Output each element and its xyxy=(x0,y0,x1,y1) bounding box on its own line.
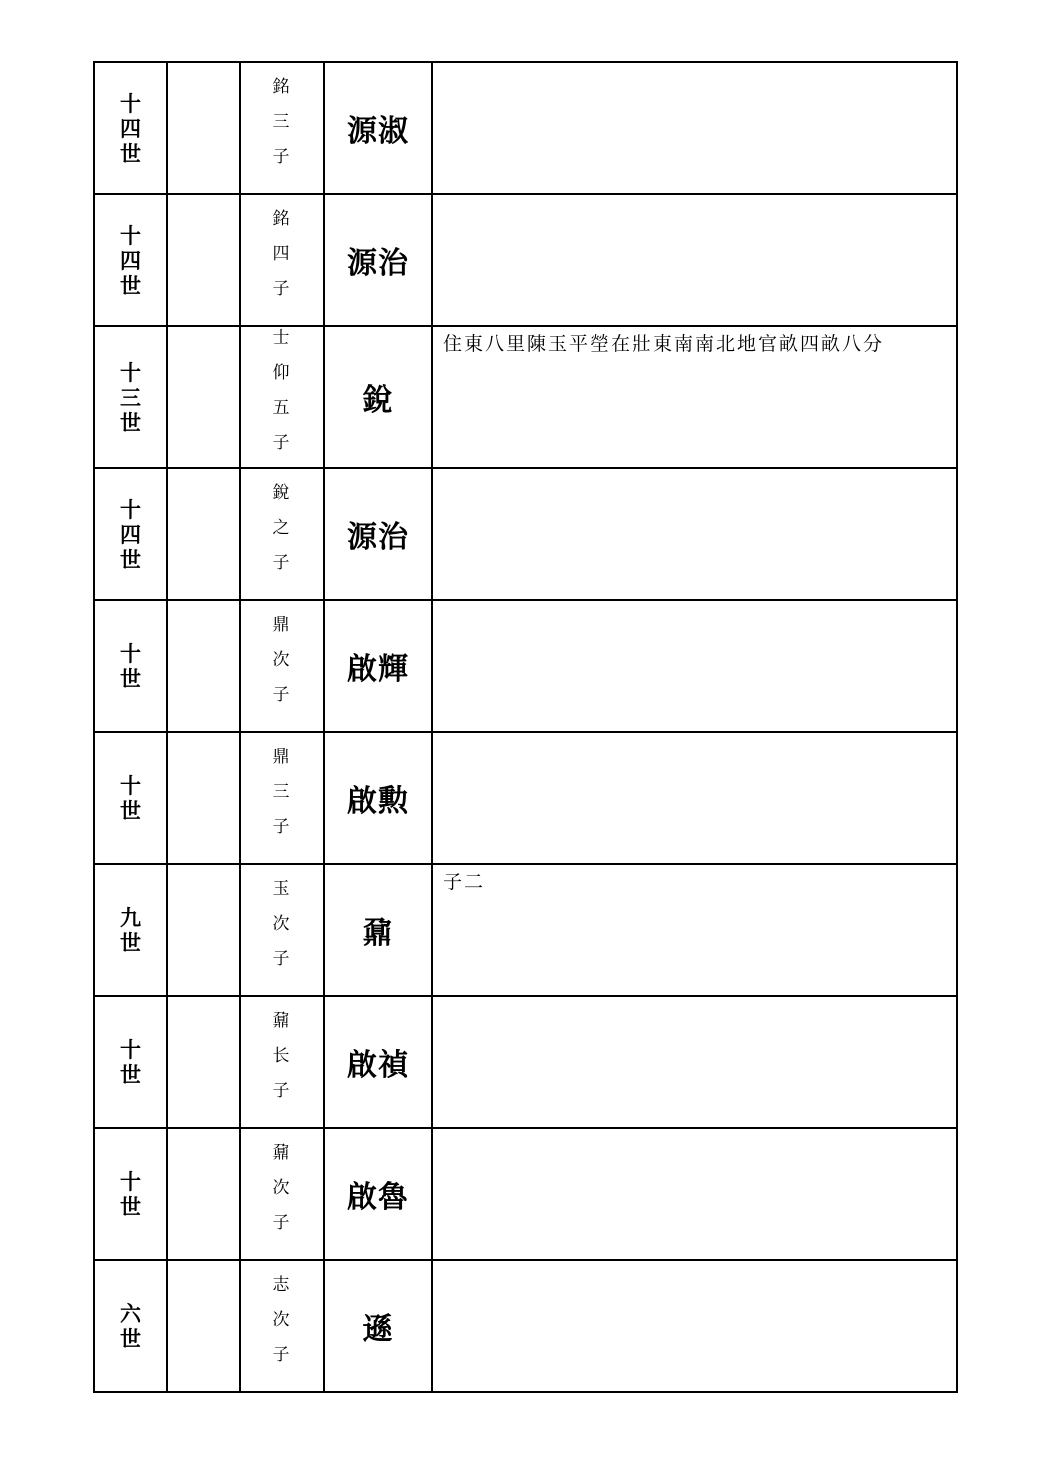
relation-line-2: 子 xyxy=(272,948,292,969)
generation-text: 十四世 xyxy=(119,222,141,298)
relation-line-2: 子 xyxy=(272,684,292,705)
generation-text: 十三世 xyxy=(119,359,141,435)
generation-cell xyxy=(94,326,167,468)
generation-text: 十四世 xyxy=(119,496,141,572)
generation-cell xyxy=(94,864,167,996)
table-row xyxy=(94,194,957,326)
person-name: 啟魯 xyxy=(347,1180,409,1215)
person-name: 源治 xyxy=(347,520,409,555)
table-row xyxy=(94,996,957,1128)
relation-line-1: 鼎三 xyxy=(272,746,292,802)
relation-cell xyxy=(240,194,324,326)
table-row xyxy=(94,1128,957,1260)
generation-text: 六世 xyxy=(119,1301,141,1351)
name-cell xyxy=(324,468,432,600)
blank-cell xyxy=(167,194,240,326)
relation-line-1: 鼐长 xyxy=(272,1010,292,1066)
note-cell xyxy=(432,1260,957,1392)
person-name: 鼐 xyxy=(362,916,394,951)
relation-line-1: 銳之 xyxy=(272,482,292,538)
generation-text: 九世 xyxy=(119,905,141,955)
generation-cell xyxy=(94,194,167,326)
generation-text: 十世 xyxy=(119,773,141,823)
note-cell xyxy=(432,194,957,326)
relation-cell xyxy=(240,468,324,600)
table-row xyxy=(94,62,957,194)
name-cell xyxy=(324,326,432,468)
relation-cell xyxy=(240,1260,324,1392)
relation-line-2: 子 xyxy=(272,552,292,573)
note-cell xyxy=(432,1128,957,1260)
table-row xyxy=(94,468,957,600)
relation-cell xyxy=(240,1128,324,1260)
person-name: 遜 xyxy=(362,1312,394,1347)
relation-line-1: 玉次 xyxy=(272,878,292,934)
blank-cell xyxy=(167,1128,240,1260)
generation-cell xyxy=(94,468,167,600)
blank-cell xyxy=(167,1260,240,1392)
blank-cell xyxy=(167,600,240,732)
relation-line-2: 子 xyxy=(272,278,292,299)
table-row xyxy=(94,600,957,732)
name-cell xyxy=(324,600,432,732)
person-name: 源治 xyxy=(347,246,409,281)
relation-line-2: 子 xyxy=(272,816,292,837)
name-cell xyxy=(324,1260,432,1392)
relation-cell xyxy=(240,600,324,732)
generation-cell xyxy=(94,600,167,732)
generation-text: 十世 xyxy=(119,641,141,691)
blank-cell xyxy=(167,732,240,864)
table-row xyxy=(94,864,957,996)
relation-cell xyxy=(240,326,324,468)
relation-line-1: 鼐次 xyxy=(272,1142,292,1198)
name-cell xyxy=(324,62,432,194)
generation-text: 十世 xyxy=(119,1037,141,1087)
person-name: 銳 xyxy=(362,383,394,418)
generation-cell xyxy=(94,62,167,194)
relation-line-2: 子 xyxy=(272,1080,292,1101)
note-cell xyxy=(432,468,957,600)
blank-cell xyxy=(167,996,240,1128)
relation-line-2: 子 xyxy=(272,1212,292,1233)
person-name: 啟勲 xyxy=(347,784,409,819)
relation-cell xyxy=(240,62,324,194)
name-cell xyxy=(324,1128,432,1260)
person-name: 啟禎 xyxy=(347,1048,409,1083)
generation-cell xyxy=(94,1128,167,1260)
name-cell xyxy=(324,864,432,996)
relation-line-1: 銘四 xyxy=(272,208,292,264)
genealogy-table xyxy=(93,61,958,1393)
relation-line-2: 五子 xyxy=(272,398,292,453)
generation-cell xyxy=(94,996,167,1128)
generation-text: 十世 xyxy=(119,1169,141,1219)
name-cell xyxy=(324,732,432,864)
note-cell xyxy=(432,996,957,1128)
generation-cell xyxy=(94,1260,167,1392)
note-cell xyxy=(432,62,957,194)
relation-cell xyxy=(240,996,324,1128)
relation-cell xyxy=(240,864,324,996)
note-cell xyxy=(432,732,957,864)
relation-cell xyxy=(240,732,324,864)
note-cell: 住東八里陳玉平塋在壯東南南北地官畝四畝八分 xyxy=(432,326,957,468)
note-cell: 子二 xyxy=(432,864,957,996)
generation-text: 十四世 xyxy=(119,90,141,166)
relation-line-1: 鼎次 xyxy=(272,614,292,670)
table-row xyxy=(94,732,957,864)
relation-line-1: 銘三 xyxy=(272,76,292,132)
blank-cell xyxy=(167,326,240,468)
person-name: 啟輝 xyxy=(347,652,409,687)
generation-cell xyxy=(94,732,167,864)
relation-line-1: 志次 xyxy=(272,1274,292,1330)
relation-line-1: 士仰 xyxy=(272,328,292,383)
blank-cell xyxy=(167,62,240,194)
person-name: 源淑 xyxy=(347,114,409,149)
name-cell xyxy=(324,194,432,326)
blank-cell xyxy=(167,468,240,600)
note-cell xyxy=(432,600,957,732)
name-cell xyxy=(324,996,432,1128)
table-row xyxy=(94,326,957,468)
blank-cell xyxy=(167,864,240,996)
relation-line-2: 子 xyxy=(272,1344,292,1365)
relation-line-2: 子 xyxy=(272,146,292,167)
table-row xyxy=(94,1260,957,1392)
